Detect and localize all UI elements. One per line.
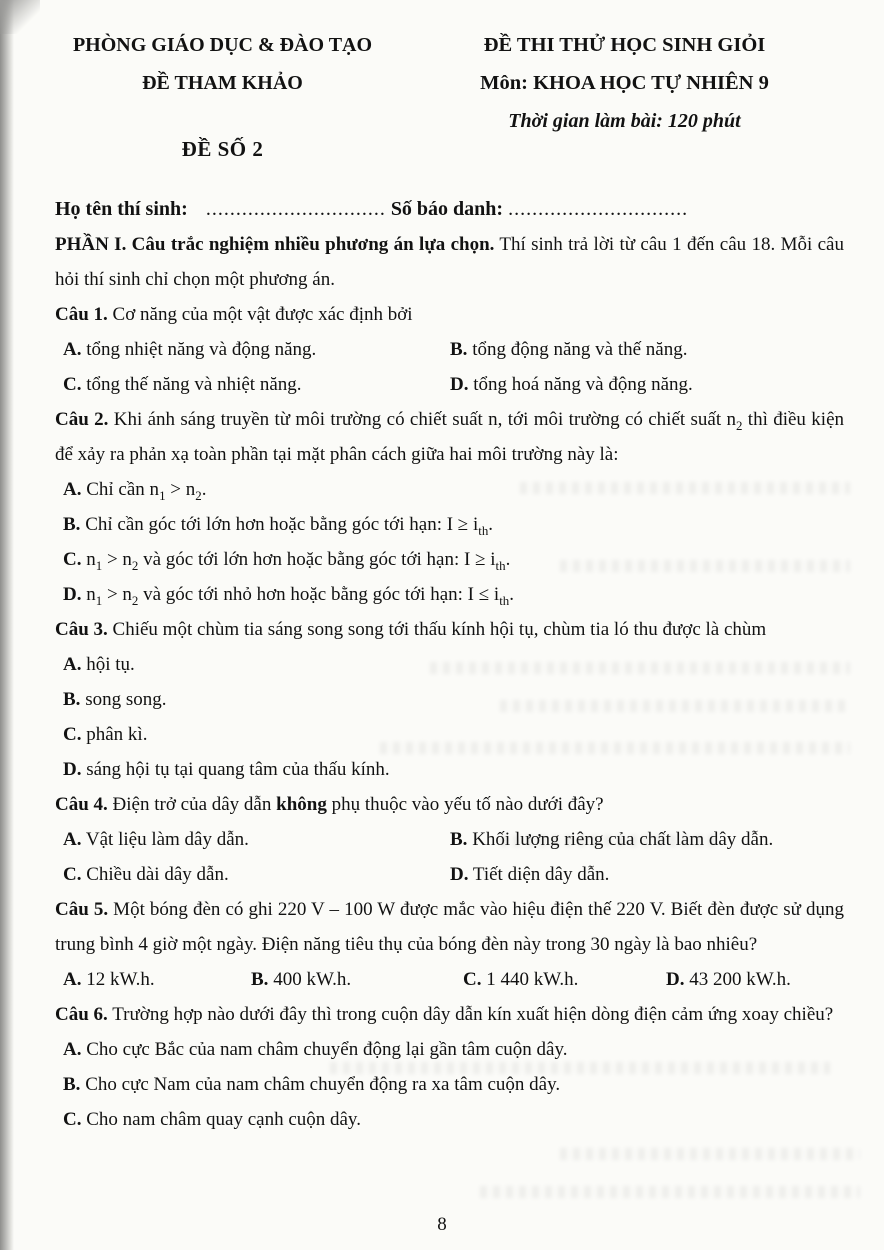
option-letter: D. bbox=[63, 759, 82, 780]
part1-heading bbox=[55, 227, 844, 297]
option-text: tổng thế năng và nhiệt năng. bbox=[81, 374, 302, 395]
question-1-label: Câu 1. bbox=[55, 304, 108, 325]
question-6-option-c bbox=[63, 1102, 844, 1137]
option-text: sáng hội tụ tại quang tâm của thấu kính. bbox=[81, 759, 390, 780]
question-2-option-b bbox=[63, 507, 844, 542]
option-letter: D. bbox=[63, 584, 82, 605]
issuing-office: PHÒNG GIÁO DỤC & ĐÀO TẠO bbox=[72, 34, 373, 56]
option-text: Cho cực Nam của nam châm chuyển động ra xa tâm cuộn dây. bbox=[80, 1074, 561, 1095]
question-3-option-c bbox=[63, 717, 844, 752]
bleed-through-artifact bbox=[480, 1186, 860, 1198]
question-2 bbox=[55, 402, 844, 472]
question-1-text: Cơ năng của một vật được xác định bởi bbox=[107, 304, 413, 325]
candidate-name-label: Họ tên thí sinh: bbox=[55, 198, 188, 220]
option-letter: A. bbox=[63, 479, 82, 500]
question-2-text: Khi ánh sáng truyền từ môi trường có chiết suất n, tới môi trường có chiết suất $n_2$ thì điều kiện để xảy ra phản xạ toàn phần tại mặt phân cách giữa hai môi trường này là: bbox=[55, 409, 845, 465]
scan-edge-artifact bbox=[0, 0, 14, 1250]
scan-corner-artifact bbox=[0, 0, 40, 34]
exam-title: ĐỀ THI THỬ HỌC SINH GIỎI bbox=[483, 34, 766, 56]
option-letter: D. bbox=[450, 374, 469, 395]
option-text: tổng động năng và thế năng. bbox=[467, 339, 688, 360]
option-text: Chiều dài dây dẫn. bbox=[81, 864, 229, 885]
question-3-text: Chiếu một chùm tia sáng song song tới thấu kính hội tụ, chùm tia ló thu được là chùm bbox=[107, 619, 767, 640]
option-letter: D. bbox=[666, 969, 685, 990]
exam-header bbox=[0, 0, 884, 168]
exam-duration: Thời gian làm bài: 120 phút bbox=[508, 110, 741, 132]
option-text: 12 kW.h. bbox=[81, 969, 155, 990]
option-letter: B. bbox=[63, 514, 81, 535]
part1-heading-rest: Thí sinh trả lời từ câu 1 đến câu 18. Mỗi câu hỏi thí sinh chỉ chọn một phương án. bbox=[55, 234, 844, 290]
option-text: phân kì. bbox=[81, 724, 148, 745]
header-right-block bbox=[405, 26, 844, 168]
question-1-options bbox=[55, 332, 844, 402]
question-4-option-a bbox=[63, 822, 450, 857]
question-5-options bbox=[55, 962, 844, 997]
question-4-text: Điện trở của dây dẫn không phụ thuộc vào yếu tố nào dưới đây? bbox=[107, 794, 604, 815]
question-2-option-c bbox=[63, 542, 844, 577]
candidate-id-label: Số báo danh: bbox=[390, 198, 504, 220]
question-6-option-a bbox=[63, 1032, 844, 1067]
option-letter: C. bbox=[63, 1109, 82, 1130]
option-letter: B. bbox=[63, 689, 81, 710]
question-2-option-a bbox=[63, 472, 844, 507]
option-letter: A. bbox=[63, 339, 82, 360]
option-letter: B. bbox=[63, 1074, 81, 1095]
question-1-option-c bbox=[63, 367, 450, 402]
header-left-block bbox=[40, 26, 405, 168]
document-type: ĐỀ THAM KHẢO bbox=[142, 72, 303, 94]
option-text: Tiết diện dây dẫn. bbox=[468, 864, 610, 885]
option-letter: B. bbox=[450, 339, 468, 360]
question-4 bbox=[55, 787, 844, 822]
question-3-option-d bbox=[63, 752, 844, 787]
option-letter: B. bbox=[450, 829, 468, 850]
question-6-label: Câu 6. bbox=[55, 1004, 108, 1025]
option-text: tổng hoá năng và động năng. bbox=[468, 374, 693, 395]
exam-subject: Môn: KHOA HỌC TỰ NHIÊN 9 bbox=[480, 72, 769, 94]
question-5-option-d bbox=[666, 962, 844, 997]
exam-body bbox=[0, 227, 884, 1137]
question-4-option-d bbox=[450, 857, 844, 892]
question-3-options bbox=[55, 647, 844, 787]
exam-number: ĐỀ SỐ 2 bbox=[181, 137, 264, 161]
question-6-option-b bbox=[63, 1067, 844, 1102]
question-3-option-a bbox=[63, 647, 844, 682]
page-number: 8 bbox=[437, 1214, 447, 1235]
question-2-option-d bbox=[63, 577, 844, 612]
option-text: Cho nam châm quay cạnh cuộn dây. bbox=[81, 1109, 361, 1130]
question-4-option-c bbox=[63, 857, 450, 892]
question-5-option-a bbox=[63, 962, 251, 997]
option-letter: C. bbox=[63, 724, 82, 745]
option-letter: B. bbox=[251, 969, 269, 990]
question-3-label: Câu 3. bbox=[55, 619, 108, 640]
option-text: Cho cực Bắc của nam châm chuyển động lại gần tâm cuộn dây. bbox=[81, 1039, 568, 1060]
option-text: hội tụ. bbox=[81, 654, 135, 675]
option-text: Khối lượng riêng của chất làm dây dẫn. bbox=[467, 829, 774, 850]
option-text: tổng nhiệt năng và động năng. bbox=[81, 339, 317, 360]
option-text: $n_1 > n_2$ và góc tới nhỏ hơn hoặc bằng góc tới hạn: $I \le i_{th}$. bbox=[81, 584, 515, 608]
question-2-label: Câu 2. bbox=[55, 409, 109, 430]
question-4-options bbox=[55, 822, 844, 892]
option-letter: A. bbox=[63, 969, 82, 990]
candidate-id-dots: .............................. bbox=[508, 198, 689, 220]
question-6-text: Trường hợp nào dưới đây thì trong cuộn dây dẫn kín xuất hiện dòng điện cảm ứng xoay chiều? bbox=[107, 1004, 834, 1025]
question-4-label: Câu 4. bbox=[55, 794, 108, 815]
option-text: song song. bbox=[80, 689, 167, 710]
question-5 bbox=[55, 892, 844, 962]
option-letter: A. bbox=[63, 829, 82, 850]
option-text: Chỉ cần $n_1 > n_2$. bbox=[81, 479, 207, 503]
option-text: Chỉ cần góc tới lớn hơn hoặc bằng góc tới hạn: $I \ge i_{th}$. bbox=[80, 514, 494, 538]
option-letter: A. bbox=[63, 1039, 82, 1060]
question-5-option-b bbox=[251, 962, 463, 997]
option-text: Vật liệu làm dây dẫn. bbox=[81, 829, 249, 850]
question-5-text: Một bóng đèn có ghi 220 V – 100 W được mắc vào hiệu điện thế 220 V. Biết đèn được sử dụng trung bình 4 giờ một ngày. Điện năng tiêu thụ của bóng đèn này trong 30 ngày là bao nhiêu? bbox=[55, 899, 844, 955]
question-5-option-c bbox=[463, 962, 666, 997]
question-1-option-a bbox=[63, 332, 450, 367]
question-4-option-b bbox=[450, 822, 844, 857]
option-letter: C. bbox=[463, 969, 482, 990]
option-letter: C. bbox=[63, 374, 82, 395]
question-6 bbox=[55, 997, 844, 1032]
question-1-option-d bbox=[450, 367, 844, 402]
candidate-info-line bbox=[0, 192, 884, 227]
option-letter: C. bbox=[63, 549, 82, 570]
option-letter: C. bbox=[63, 864, 82, 885]
question-3 bbox=[55, 612, 844, 647]
question-1 bbox=[55, 297, 844, 332]
bleed-through-artifact bbox=[560, 1148, 860, 1160]
question-1-option-b bbox=[450, 332, 844, 367]
option-letter: D. bbox=[450, 864, 469, 885]
option-text: 1 440 kW.h. bbox=[481, 969, 579, 990]
question-5-label: Câu 5. bbox=[55, 899, 109, 920]
option-letter: A. bbox=[63, 654, 82, 675]
candidate-name-dots: .............................. bbox=[205, 198, 386, 220]
option-text: 400 kW.h. bbox=[268, 969, 352, 990]
option-text: 43 200 kW.h. bbox=[684, 969, 791, 990]
question-3-option-b bbox=[63, 682, 844, 717]
question-2-options bbox=[55, 472, 844, 612]
part1-heading-bold: PHẦN I. Câu trắc nghiệm nhiều phương án lựa chọn. bbox=[55, 234, 495, 255]
option-text: $n_1 > n_2$ và góc tới lớn hơn hoặc bằng góc tới hạn: $I \ge i_{th}$. bbox=[81, 549, 511, 573]
question-6-options bbox=[55, 1032, 844, 1137]
